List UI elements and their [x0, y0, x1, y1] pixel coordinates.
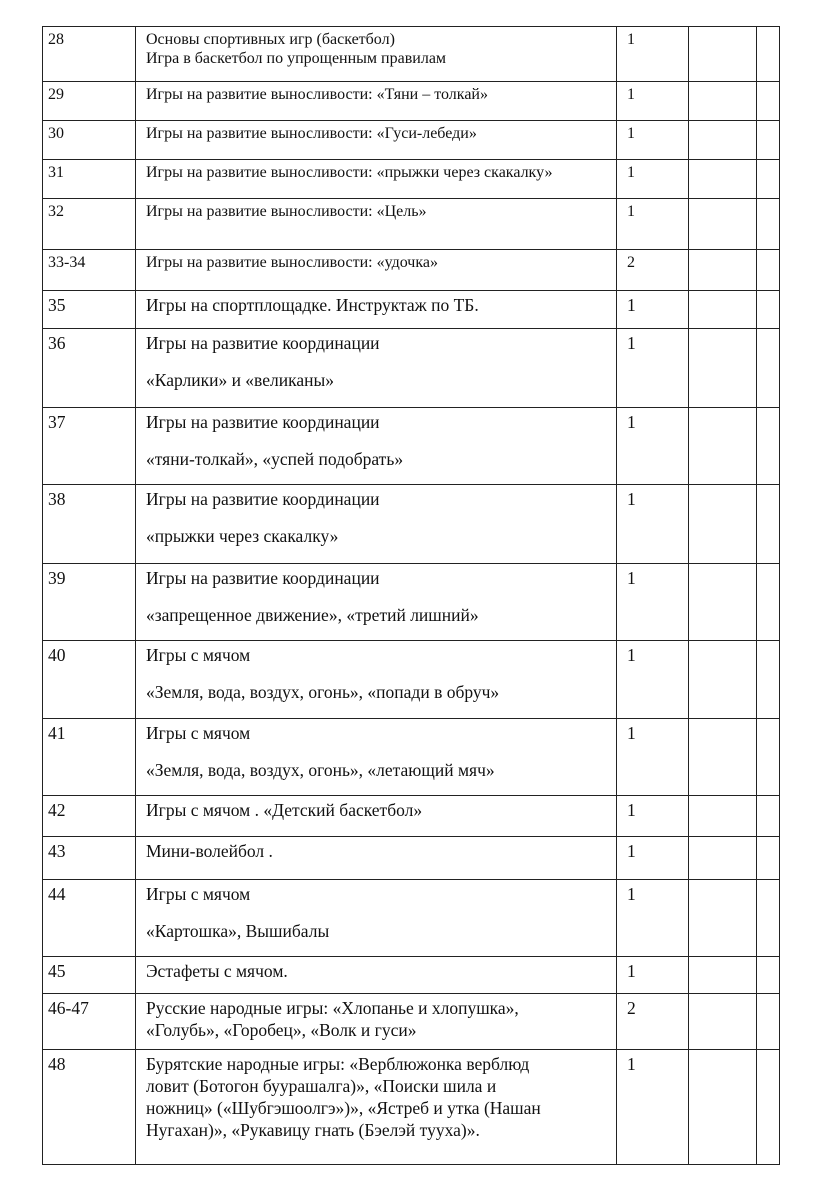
lesson-number-cell: 29: [43, 82, 136, 121]
actual-date-cell: [757, 880, 780, 957]
hours-cell: 1: [617, 329, 689, 408]
lesson-topic-line: Игры на развитие выносливости: «прыжки через скакалку»: [146, 164, 553, 181]
actual-date-cell: [757, 837, 780, 880]
table-row: [43, 641, 780, 719]
hours-cell: 1: [617, 641, 689, 719]
planned-date-cell: [689, 329, 757, 408]
lesson-number-cell: 44: [43, 880, 136, 957]
lesson-topic-cell: [136, 291, 617, 329]
planned-date-cell: [689, 82, 757, 121]
hours-cell: 1: [617, 485, 689, 564]
lesson-number-cell: 37: [43, 408, 136, 485]
hours-cell: 1: [617, 796, 689, 837]
actual-date-cell: [757, 641, 780, 719]
lesson-topic-cell: [136, 250, 617, 291]
table-row: [43, 160, 780, 199]
lesson-topic-line: Игры на развитие координации: [146, 412, 380, 432]
table-row: [43, 291, 780, 329]
hours-cell: 1: [617, 408, 689, 485]
table-row: [43, 82, 780, 121]
table-row: [43, 719, 780, 796]
lesson-topic-cell: [136, 408, 617, 485]
planned-date-cell: [689, 564, 757, 641]
lesson-topic-line: «тяни-толкай», «успей подобрать»: [146, 449, 404, 469]
lesson-topic-line: Эстафеты с мячом.: [146, 961, 288, 981]
table-row: [43, 485, 780, 564]
lesson-plan-table: [42, 26, 780, 1165]
lesson-topic-cell: [136, 1050, 617, 1165]
table-body: [43, 27, 780, 1165]
lesson-topic-line: Игры с мячом: [146, 884, 251, 904]
lesson-topic-line: Игры с мячом: [146, 723, 251, 743]
actual-date-cell: [757, 27, 780, 82]
lesson-topic-line: «прыжки через скакалку»: [146, 526, 339, 546]
actual-date-cell: [757, 485, 780, 564]
table-row: [43, 994, 780, 1050]
lesson-topic-cell: [136, 796, 617, 837]
actual-date-cell: [757, 408, 780, 485]
lesson-number-cell: 31: [43, 160, 136, 199]
lesson-topic-cell: [136, 160, 617, 199]
table-row: [43, 837, 780, 880]
actual-date-cell: [757, 250, 780, 291]
table-row: [43, 1050, 780, 1165]
lesson-topic-line: «Земля, вода, воздух, огонь», «летающий мяч»: [146, 760, 495, 780]
lesson-number-cell: 38: [43, 485, 136, 564]
lesson-topic-line: Игры с мячом: [146, 645, 251, 665]
lesson-number-cell: 46-47: [43, 994, 136, 1050]
lesson-plan-sheet: [42, 26, 779, 1165]
lesson-topic-line: Нугахан)», «Рукавицу гнать (Бэелэй тууха)».: [146, 1120, 480, 1140]
lesson-topic-cell: [136, 837, 617, 880]
lesson-topic-cell: [136, 121, 617, 160]
table-row: [43, 796, 780, 837]
hours-cell: 1: [617, 880, 689, 957]
table-row: [43, 199, 780, 250]
lesson-number-cell: 33-34: [43, 250, 136, 291]
lesson-topic-line: Русские народные игры: «Хлопанье и хлопушка»,: [146, 998, 519, 1018]
lesson-number-cell: 32: [43, 199, 136, 250]
hours-cell: 1: [617, 564, 689, 641]
lesson-topic-line: «Земля, вода, воздух, огонь», «попади в обруч»: [146, 682, 500, 702]
lesson-topic-cell: [136, 485, 617, 564]
hours-cell: 2: [617, 250, 689, 291]
lesson-topic-cell: [136, 641, 617, 719]
lesson-topic-line: «Карлики» и «великаны»: [146, 370, 334, 390]
actual-date-cell: [757, 121, 780, 160]
lesson-topic-line: Игры на спортплощадке. Инструктаж по ТБ.: [146, 295, 479, 315]
planned-date-cell: [689, 837, 757, 880]
lesson-topic-line: «запрещенное движение», «третий лишний»: [146, 605, 479, 625]
lesson-topic-line: Игры на развитие выносливости: «Цель»: [146, 203, 427, 220]
actual-date-cell: [757, 291, 780, 329]
lesson-number-cell: 41: [43, 719, 136, 796]
actual-date-cell: [757, 564, 780, 641]
planned-date-cell: [689, 1050, 757, 1165]
lesson-topic-cell: [136, 880, 617, 957]
table-row: [43, 27, 780, 82]
lesson-topic-cell: [136, 199, 617, 250]
hours-cell: 1: [617, 719, 689, 796]
hours-cell: 1: [617, 199, 689, 250]
lesson-number-cell: 48: [43, 1050, 136, 1165]
hours-cell: 1: [617, 291, 689, 329]
lesson-topic-line: Игра в баскетбол по упрощенным правилам: [146, 50, 447, 67]
table-row: [43, 880, 780, 957]
hours-cell: 1: [617, 27, 689, 82]
table-row: [43, 564, 780, 641]
lesson-topic-cell: [136, 329, 617, 408]
planned-date-cell: [689, 880, 757, 957]
lesson-number-cell: 43: [43, 837, 136, 880]
lesson-topic-line: Игры на развитие выносливости: «удочка»: [146, 254, 438, 271]
hours-cell: 1: [617, 837, 689, 880]
actual-date-cell: [757, 957, 780, 994]
planned-date-cell: [689, 957, 757, 994]
lesson-topic-line: Игры на развитие координации: [146, 568, 380, 588]
lesson-topic-line: Игры на развитие выносливости: «Тяни – толкай»: [146, 86, 488, 103]
table-row: [43, 121, 780, 160]
planned-date-cell: [689, 719, 757, 796]
actual-date-cell: [757, 199, 780, 250]
lesson-number-cell: 36: [43, 329, 136, 408]
actual-date-cell: [757, 1050, 780, 1165]
lesson-number-cell: 35: [43, 291, 136, 329]
planned-date-cell: [689, 485, 757, 564]
actual-date-cell: [757, 160, 780, 199]
lesson-topic-line: Игры на развитие выносливости: «Гуси-лебеди»: [146, 125, 477, 142]
lesson-topic-line: «Голубь», «Горобец», «Волк и гуси»: [146, 1020, 417, 1040]
planned-date-cell: [689, 408, 757, 485]
table-row: [43, 408, 780, 485]
planned-date-cell: [689, 291, 757, 329]
lesson-topic-line: Игры на развитие координации: [146, 489, 380, 509]
actual-date-cell: [757, 994, 780, 1050]
lesson-topic-cell: [136, 719, 617, 796]
planned-date-cell: [689, 250, 757, 291]
planned-date-cell: [689, 994, 757, 1050]
table-row: [43, 957, 780, 994]
lesson-number-cell: 28: [43, 27, 136, 82]
lesson-topic-line: Игры с мячом . «Детский баскетбол»: [146, 800, 423, 820]
actual-date-cell: [757, 719, 780, 796]
table-row: [43, 329, 780, 408]
lesson-number-cell: 40: [43, 641, 136, 719]
hours-cell: 2: [617, 994, 689, 1050]
hours-cell: 1: [617, 957, 689, 994]
lesson-topic-line: Бурятские народные игры: «Верблюжонка верблюд: [146, 1054, 530, 1074]
lesson-topic-cell: [136, 82, 617, 121]
lesson-topic-line: ловит (Ботогон буурашалга)», «Поиски шила и: [146, 1076, 497, 1096]
lesson-topic-cell: [136, 957, 617, 994]
planned-date-cell: [689, 199, 757, 250]
planned-date-cell: [689, 160, 757, 199]
lesson-number-cell: 45: [43, 957, 136, 994]
lesson-topic-line: Основы спортивных игр (баскетбол): [146, 31, 395, 48]
hours-cell: 1: [617, 121, 689, 160]
planned-date-cell: [689, 121, 757, 160]
lesson-number-cell: 39: [43, 564, 136, 641]
lesson-number-cell: 30: [43, 121, 136, 160]
lesson-topic-line: Мини-волейбол .: [146, 841, 273, 861]
hours-cell: 1: [617, 160, 689, 199]
lesson-topic-cell: [136, 994, 617, 1050]
lesson-topic-cell: [136, 564, 617, 641]
lesson-topic-line: «Картошка», Вышибалы: [146, 921, 330, 941]
actual-date-cell: [757, 329, 780, 408]
planned-date-cell: [689, 641, 757, 719]
planned-date-cell: [689, 796, 757, 837]
hours-cell: 1: [617, 82, 689, 121]
actual-date-cell: [757, 796, 780, 837]
lesson-topic-cell: [136, 27, 617, 82]
planned-date-cell: [689, 27, 757, 82]
lesson-number-cell: 42: [43, 796, 136, 837]
hours-cell: 1: [617, 1050, 689, 1165]
table-row: [43, 250, 780, 291]
lesson-topic-line: ножниц» («Шубгэшоолгэ»)», «Ястреб и утка (Нашан: [146, 1098, 541, 1118]
lesson-topic-line: Игры на развитие координации: [146, 333, 380, 353]
actual-date-cell: [757, 82, 780, 121]
